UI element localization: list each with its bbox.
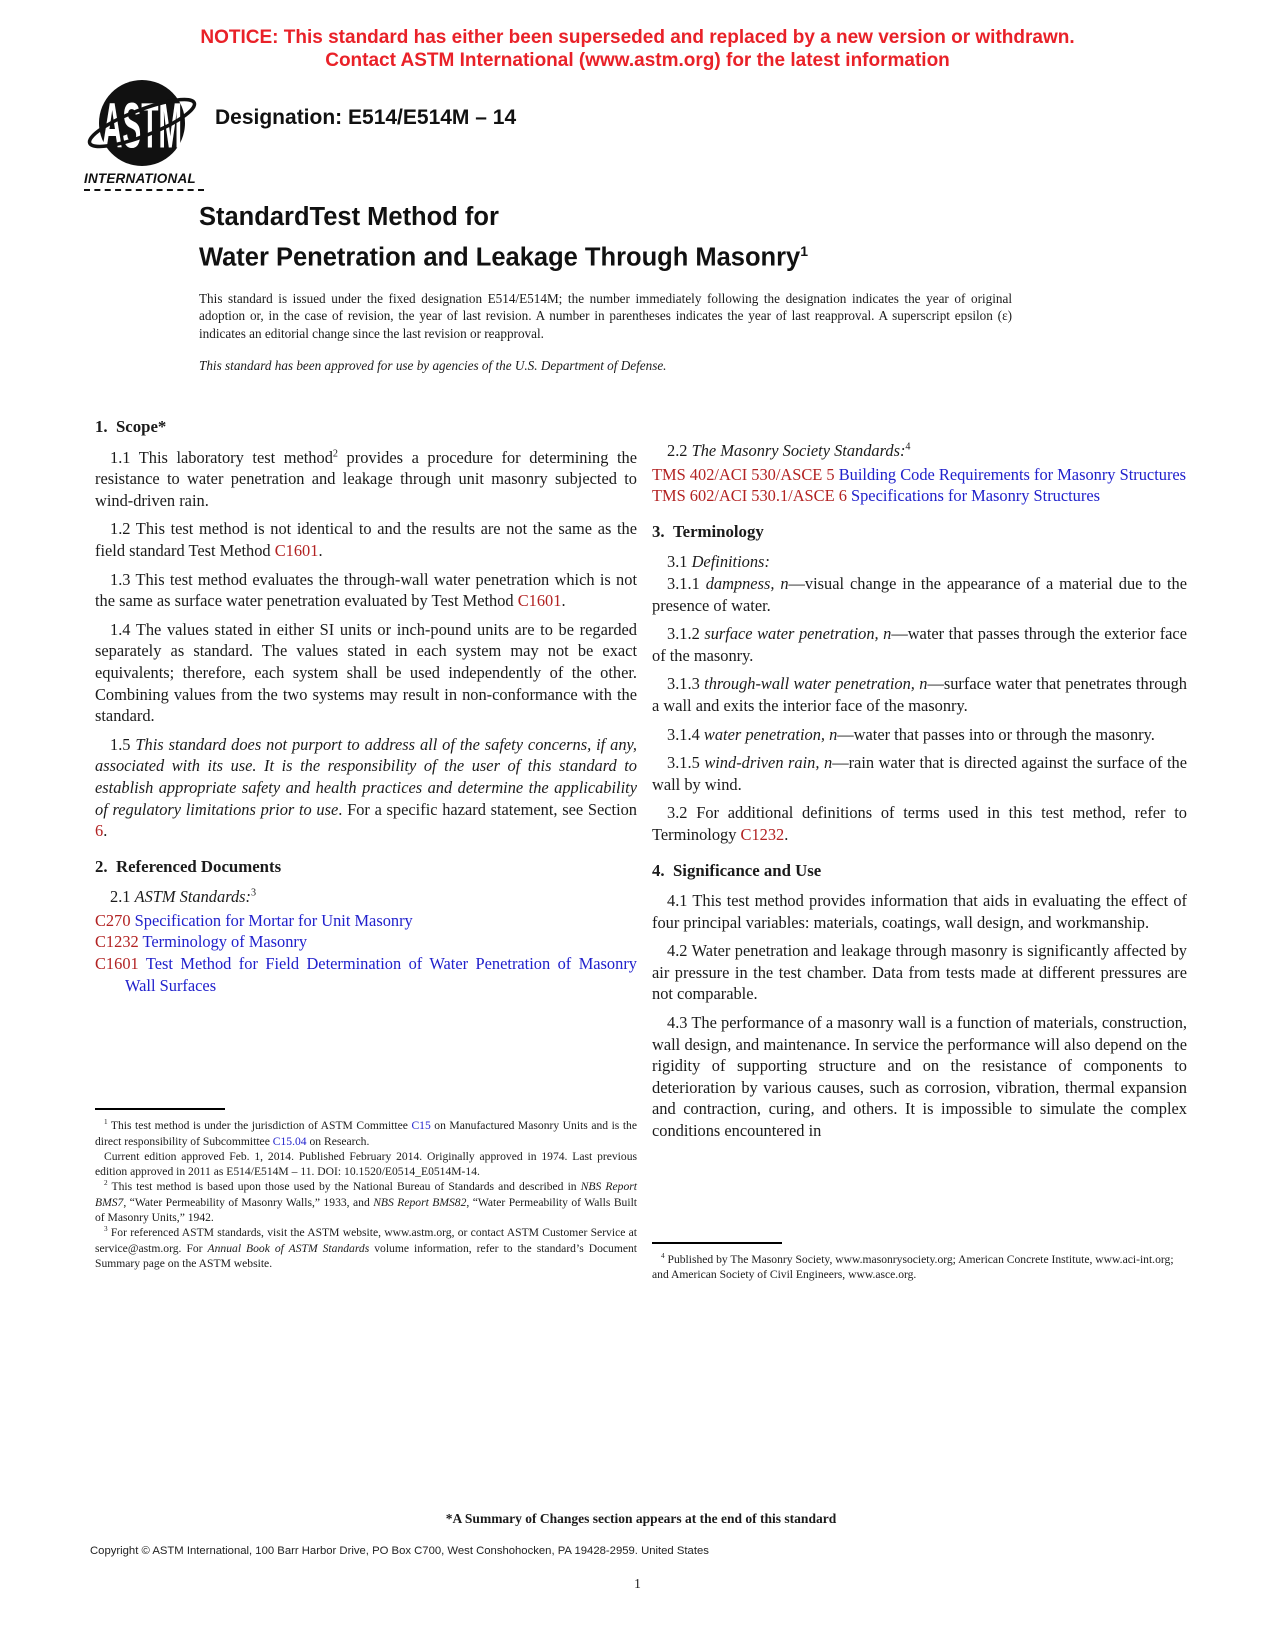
text-run: wind-driven rain, n (704, 753, 833, 773)
text-run: dampness, n (705, 573, 789, 593)
body-columns (95, 416, 1187, 1282)
paragraph (652, 551, 1187, 573)
text-run (139, 954, 146, 973)
text-run: —water that passes through the exterior face of the masonry. (652, 624, 1187, 665)
text-run: 3.1 (667, 552, 692, 572)
footnote-ref: 2 (332, 448, 338, 460)
footnote (95, 1225, 637, 1271)
logo-globe-icon (84, 78, 204, 170)
paragraph (95, 569, 637, 612)
text-run: Published by The Masonry Society, www.masonrysociety.org; American Concrete Institute, www.aci-int.org; and American Society of Civil Engineers, www.asce.org. (652, 1252, 1174, 1281)
text-run: Definitions: (691, 552, 770, 572)
text-run: 3.1.5 (667, 753, 705, 773)
text-run: The Masonry Society Standards: (691, 441, 906, 460)
footnote (95, 1179, 637, 1225)
footnote-ref: 2 (104, 1179, 108, 1188)
text-run: on Research. (306, 1134, 370, 1148)
text-run: —surface water that penetrates through a wall and exits the interior face of the masonry. (652, 674, 1187, 715)
paragraph (652, 752, 1187, 795)
text-run: NBS Report BMS82 (373, 1195, 467, 1209)
link-c1232[interactable]: C1232 (740, 824, 785, 844)
text-run: —visual change in the appearance of a material due to the presence of water. (652, 573, 1187, 615)
text-run: —rain water that is directed against the surface of the wall by wind. (652, 753, 1187, 794)
text-run: 3. Terminology (652, 521, 764, 541)
paragraph (95, 619, 637, 727)
text-run: . For a specific hazard statement, see Section (338, 799, 638, 819)
link-c1601[interactable]: C1601 (95, 954, 139, 974)
text-run: 2. Referenced Documents (95, 856, 282, 876)
text-run: 4.3 The performance of a masonry wall is a function of materials, construction, wall design, and maintenance. In service the performance will also depend on the rigidity of supporting structure and on the resistance of components to deterioration by various causes, such as corrosion, vibration, thermal expansion and contraction, curing, and others. It is impossible to simulate the complex conditions encountered in (652, 1013, 1187, 1141)
section-heading (652, 521, 1187, 543)
paragraph (652, 440, 1187, 462)
superseded-notice-line1: NOTICE: This standard has either been superseded and replaced by a new version or withdrawn. (200, 27, 1075, 48)
designation: Designation: E514/E514M – 14 (215, 106, 517, 129)
text-run: 3.1.1 (667, 573, 706, 593)
link-c15[interactable]: C15 (411, 1119, 431, 1133)
text-run: , “Water Permeability of Masonry Walls,” 1933, and (123, 1195, 374, 1209)
paragraph (95, 734, 637, 842)
link-c1601[interactable]: C1601 (517, 591, 562, 611)
left-column (95, 416, 637, 1282)
footnote (652, 1252, 1187, 1283)
reference-entry (652, 464, 1187, 486)
text-run: surface water penetration, n (704, 624, 892, 644)
text-run: 4.1 This test method provides information that aids in evaluating the effect of four principal variables: materials, coatings, wall design, and workmanship. (652, 891, 1187, 932)
right-column (652, 416, 1187, 1282)
paragraph (652, 802, 1187, 845)
document-title-line1: StandardTest Method for (199, 203, 499, 231)
text-run: 4. Significance and Use (652, 860, 822, 880)
footnote-ref: 4 (905, 441, 911, 453)
footnote-ref: 4 (661, 1251, 665, 1260)
reference-entry (95, 953, 637, 996)
paragraph (652, 673, 1187, 716)
reference-entry (652, 485, 1187, 507)
paragraph (652, 940, 1187, 1005)
reference-entry (95, 910, 637, 932)
footnote-rule (652, 1242, 782, 1244)
text-run: 4.2 Water penetration and leakage through masonry is significantly affected by air pressure in the test chamber. Data from tests made at different pressures are not comparable. (652, 941, 1187, 1004)
paragraph (652, 623, 1187, 666)
text-run: 2.1 (110, 887, 135, 907)
text-run: Current edition approved Feb. 1, 2014. Published February 2014. Originally approved in 1974. Last previous edition approved in 2011 as E514/E514M – 11. DOI: 10.1520/E0514_E0514M-14. (95, 1149, 637, 1179)
paragraph (95, 518, 637, 561)
section-heading (95, 416, 637, 438)
link-c1232[interactable]: C1232 (95, 932, 139, 952)
paragraph (652, 890, 1187, 933)
text-run: NBS Report BMS7 (95, 1180, 637, 1209)
footnote-rule (95, 1108, 225, 1110)
copyright-line: Copyright © ASTM International, 100 Barr Harbor Drive, PO Box C700, West Conshohocken, PA 19428-2959. United States (90, 1545, 709, 1557)
link-c270[interactable]: C270 (95, 910, 131, 930)
link-c1601[interactable]: C1601 (274, 540, 319, 560)
page-number: 1 (634, 1576, 641, 1591)
text-run: —water that passes into or through the masonry. (837, 724, 1155, 744)
text-run: 1.5 (110, 734, 136, 754)
superseded-notice (0, 26, 1275, 72)
text-run: 3.1.4 (667, 724, 704, 744)
superseded-notice-line2: Contact ASTM International (www.astm.org) for the latest information (325, 50, 950, 71)
title-footnote-ref: 1 (800, 243, 809, 259)
text-run: This standard does not purport to address all of the safety concerns, if any, associated with its use. It is the responsibility of the user of this standard to establish appropriate safety and health practices and determine the applicability of regulatory limitations prior to use (95, 734, 637, 819)
document-title-text: Water Penetration and Leakage Through Masonry (199, 243, 801, 272)
dod-approval-note: This standard has been approved for use by agencies of the U.S. Department of Defense. (199, 358, 667, 373)
text-run: . (318, 540, 323, 560)
text-run: . (784, 824, 789, 844)
text-run: This test method is based upon those used by the National Bureau of Standards and described in (107, 1180, 581, 1194)
text-run: 1.2 This test method is not identical to and the results are not the same as the field standard Test Method (95, 519, 637, 560)
text-run: This test method is under the jurisdiction of ASTM Committee (107, 1119, 412, 1133)
paragraph (95, 886, 637, 908)
text-run: 3.2 For additional definitions of terms used in this test method, refer to Terminology (652, 803, 1187, 844)
reference-entry (95, 931, 637, 953)
paragraph (652, 724, 1187, 746)
paragraph (652, 573, 1187, 616)
logo-acronym: ASTM (102, 91, 183, 162)
link-c15.04[interactable]: C15.04 (272, 1134, 307, 1148)
text-run: , “Water Permeability of Walls Built of Masonry Units,” 1942. (95, 1195, 638, 1225)
text-run: ASTM Standards: (134, 887, 252, 907)
text-run: Annual Book of ASTM Standards (207, 1241, 370, 1255)
text-run: 1.3 This test method evaluates the through-wall water penetration which is not the same as surface water penetration evaluated by Test Method (95, 569, 637, 611)
link-specification-for-mortar-for-unit-masonry[interactable]: Specification for Mortar for Unit Masonry (134, 910, 413, 930)
text-run: 3.1.2 (667, 624, 705, 644)
text-run: . (103, 821, 108, 841)
footnote-ref: 1 (104, 1118, 108, 1127)
text-run: 2.2 (667, 441, 692, 460)
text-run: 1. Scope* (95, 417, 167, 436)
footnote-ref: 3 (104, 1225, 108, 1234)
text-run: 1.4 The values stated in either SI units or inch-pound units are to be regarded separately as standard. The values stated in each system may not be exact equivalents; therefore, each system shall be used independently of the other. Combining values from the two systems may result in non-conformance with the standard. (95, 619, 637, 726)
text-run: water penetration, n (703, 724, 838, 744)
section-heading (652, 860, 1187, 882)
astm-logo (84, 78, 204, 191)
text-run: 3.1.3 (667, 674, 705, 694)
summary-of-changes-note: *A Summary of Changes section appears at the end of this standard (445, 1511, 837, 1526)
text-run: through-wall water penetration, n (704, 674, 928, 694)
section-heading (95, 856, 637, 878)
link-building-code-requirements-for-masonry-structures[interactable]: Building Code Requirements for Masonry Structures (838, 464, 1187, 484)
link-tms-602-aci-530.1-asce-6[interactable]: TMS 602/ACI 530.1/ASCE 6 (652, 486, 847, 506)
link-specifications-for-masonry-structures[interactable]: Specifications for Masonry Structures (851, 486, 1100, 506)
document-title (199, 200, 808, 275)
footnote (95, 1118, 637, 1149)
text-run: provides a procedure for determining the resistance to water penetration and leakage through unit masonry subjected to wind-driven rain. (95, 447, 637, 510)
footnote-ref: 3 (251, 887, 257, 899)
paragraph (652, 1012, 1187, 1142)
link-6[interactable]: 6 (95, 821, 104, 841)
text-run: volume information, refer to the standard’s Document Summary page on the ASTM website. (95, 1241, 637, 1270)
text-run: 1.1 This laboratory test method (110, 447, 333, 467)
logo-subtitle: INTERNATIONAL (84, 171, 204, 191)
text-run: on Manufactured Masonry Units and is the direct responsibility of Subcommittee (95, 1119, 637, 1148)
footnote (95, 1149, 637, 1180)
paragraph (95, 447, 637, 512)
text-run: . (561, 591, 566, 611)
document-title-line2 (199, 234, 808, 275)
link-test-method-for-field-determination-of-water-penetration-of-masonry-wall-surfaces[interactable]: Test Method for Field Determination of Water Penetration of Masonry Wall Surfaces (125, 954, 637, 995)
link-terminology-of-masonry[interactable]: Terminology of Masonry (142, 932, 308, 952)
text-run: For referenced ASTM standards, visit the ASTM website, www.astm.org, or contact ASTM Customer Service at service@astm.org. For (95, 1226, 637, 1255)
issuance-note: This standard is issued under the fixed designation E514/E514M; the number immediately following the designation indicates the year of original adoption or, in the case of revision, the year of last revision. A number in parentheses indicates the year of last reapproval. A superscript epsilon (ε) indicates an editorial change since the last revision or reapproval. (199, 291, 1012, 341)
link-tms-402-aci-530-asce-5[interactable]: TMS 402/ACI 530/ASCE 5 (652, 464, 835, 484)
